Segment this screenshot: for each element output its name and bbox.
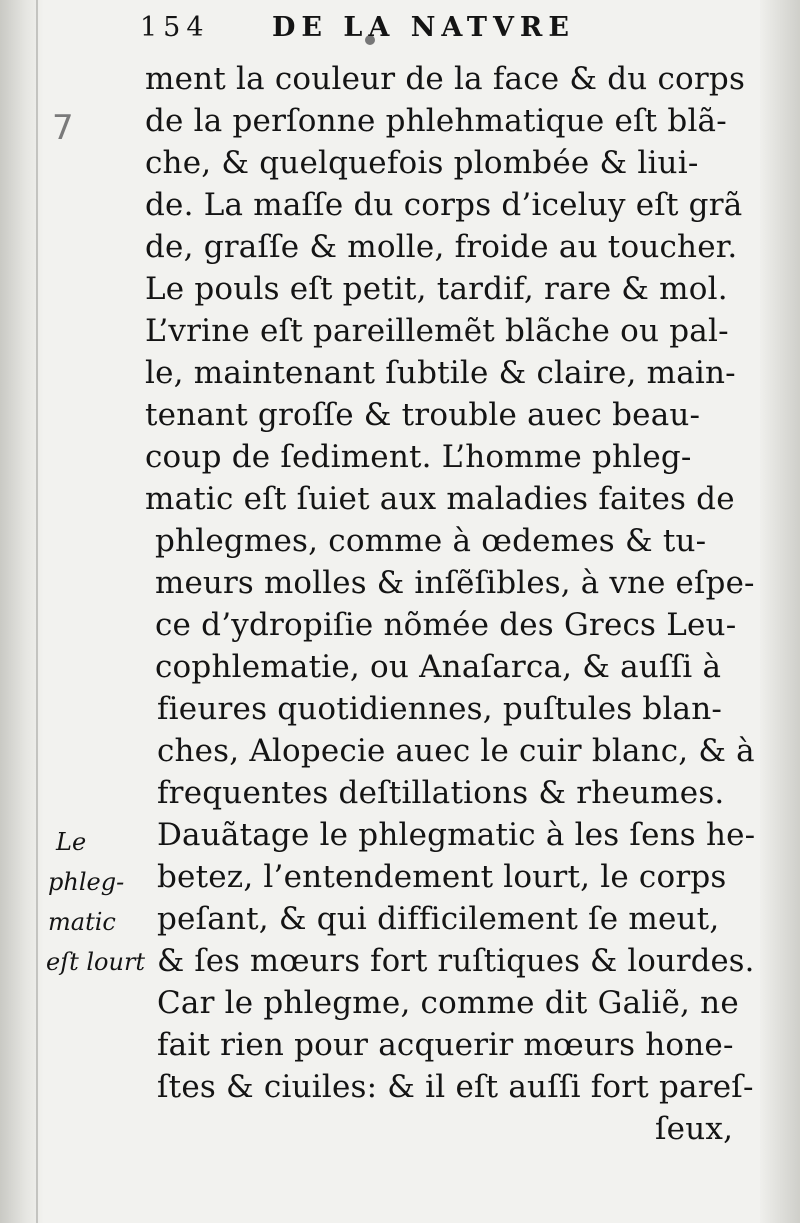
text-line: le, maintenant ſubtile & claire, main- [145, 355, 736, 391]
page-number: 154 [140, 12, 210, 43]
page-fold-line [36, 0, 38, 1223]
text-line: ſtes & ciuiles: & il eſt auſſi fort pareſ- [157, 1069, 754, 1105]
text-line: ſeux, [655, 1111, 734, 1147]
text-line: frequentes deſtillations & rheumes. [157, 775, 725, 811]
text-line: betez, l’entendement lourt, le corps [157, 859, 727, 895]
text-line: ce d’ydropiſie nõmée des Grecs Leu- [155, 607, 737, 643]
text-line: matic eſt ſuiet aux maladies faites de [145, 481, 735, 517]
text-line: de la perſonne phlehmatique eſt blã- [145, 103, 727, 139]
text-line: meurs molles & inſẽſibles, à vne eſpe- [155, 565, 755, 601]
handwritten-margin-mark: 7 [52, 108, 74, 148]
text-line: de. La maſſe du corps d’iceluy eſt grã [145, 187, 743, 223]
text-line: coup de ſediment. L’homme phleg- [145, 439, 692, 475]
text-line: tenant groſſe & trouble auec beau- [145, 397, 701, 433]
text-line: & ſes mœurs fort ruſtiques & lourdes. [157, 943, 755, 979]
text-line: cophlematie, ou Anaſarca, & auſſi à [155, 649, 722, 685]
note-line: Le [56, 828, 87, 856]
page-edge-shadow [760, 0, 800, 1223]
text-line: Dauãtage le phlegmatic à les ſens he- [157, 817, 756, 853]
text-line: phlegmes, comme à œdemes & tu- [155, 523, 707, 559]
running-header [140, 12, 640, 52]
text-line: fait rien pour acquerir mœurs hone- [157, 1027, 734, 1063]
text-line: Le pouls eſt petit, tardif, rare & mol. [145, 271, 728, 307]
running-title: DE LA NATVRE [272, 12, 575, 43]
text-line: L’vrine eſt pareillemẽt blãche ou pal- [145, 313, 729, 349]
text-line: Car le phlegme, comme dit Galiẽ, ne [157, 985, 739, 1021]
text-line: fieures quotidiennes, puſtules blan- [157, 691, 723, 727]
text-line: ment la couleur de la face & du corps [145, 61, 746, 97]
text-line: ches, Alopecie auec le cuir blanc, & à [157, 733, 755, 769]
text-line: peſant, & qui difficilement ſe meut, [157, 901, 720, 937]
text-line: che, & quelquefois plombée & liui- [145, 145, 699, 181]
note-line: matic [48, 908, 116, 936]
text-line: de, graſſe & molle, froide au toucher. [145, 229, 738, 265]
note-line: eſt lourt [46, 948, 146, 976]
note-line: phleg- [48, 868, 125, 896]
